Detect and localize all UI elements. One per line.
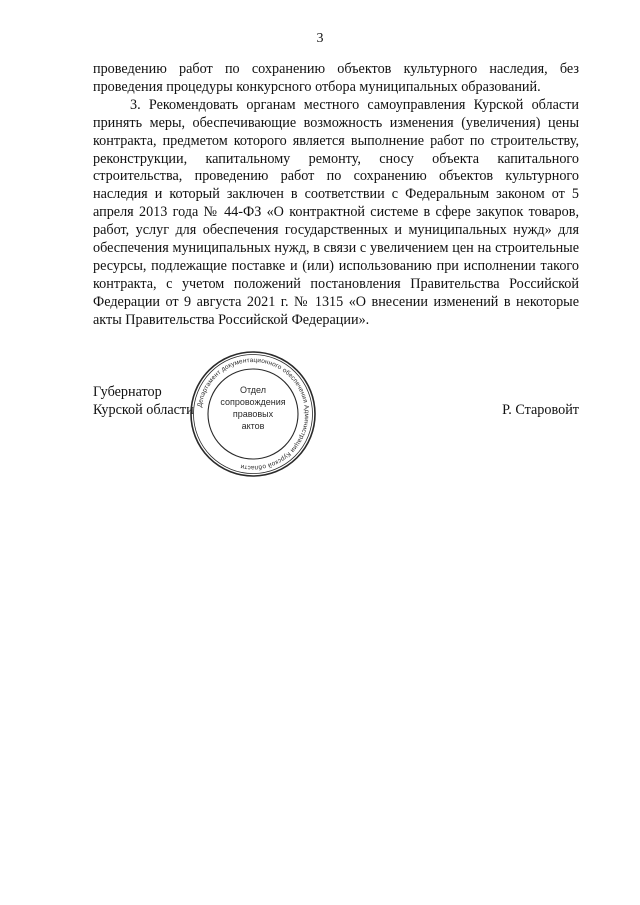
document-body [93,61,579,330]
paragraph-3: 3. Рекомендовать органам местного самоуправления Курской области принять меры, обеспечивающие возможность изменения (увеличения) цены контракта, предметом которого является выполнение работ по строительству, реконструкции, капитальному ремонту, сносу объекта капитального строительства, проведению работ по сохранению объектов культурного наследия и который заключен в соответствии с Федеральным законом от 5 апреля 2013 года № 44-ФЗ «О контрактной системе в сфере закупок товаров, работ, услуг для обеспечения государственных и муниципальных нужд» для обеспечения муниципальных нужд, в связи с увеличением цен на строительные ресурсы, подлежащие поставке и (или) использованию при исполнении такого контракта, с учетом положений постановления Правительства Российской Федерации от 9 августа 2021 г. № 1315 «О внесении изменений в некоторые акты Правительства Российской Федерации». [93,96,579,328]
stamp-line-3: правовых [232,409,274,419]
official-stamp [188,349,318,479]
stamp-line-4: актов [241,421,265,431]
stamp-ring-text: Департамент документационного обеспечения Администрации Курской области [196,356,311,472]
signatory-title: Губернатор [93,384,162,400]
stamp-line-2: сопровождения [220,397,286,407]
page-number: 3 [316,31,324,46]
paragraph-continued: проведению работ по сохранению объектов культурного наследия, без проведения процедуры конкурсного отбора муниципальных образований. [93,61,579,95]
signatory-name: Р. Старовойт [502,402,579,418]
stamp-seal-icon [188,349,318,479]
stamp-line-1: Отдел [239,385,267,395]
signature-block [93,384,579,424]
signatory-region: Курской области [93,402,194,418]
